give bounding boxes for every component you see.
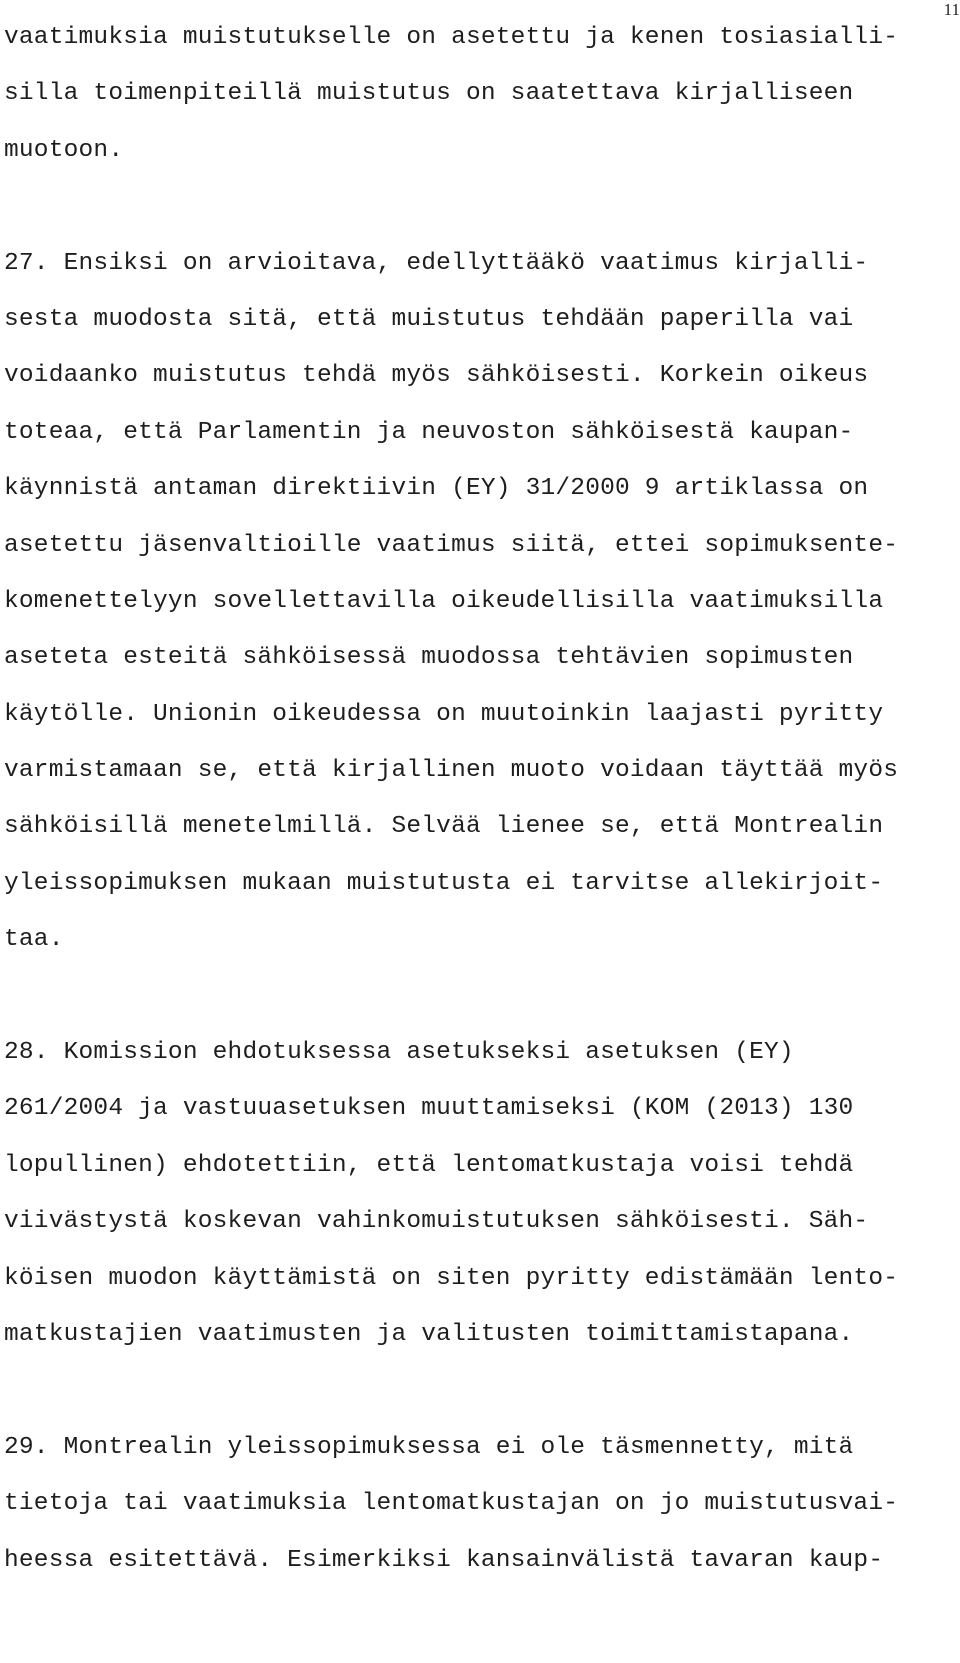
paragraph-28 xyxy=(4,1025,954,1363)
paragraph-spacer xyxy=(4,969,954,1025)
text-line: yleissopimuksen mukaan muistutusta ei tarvitse allekirjoit- xyxy=(4,869,884,897)
text-line: sähköisillä menetelmillä. Selvää lienee se, että Montrealin xyxy=(4,813,884,841)
text-line: lopullinen) ehdotettiin, että lentomatkustaja voisi tehdä xyxy=(4,1151,854,1179)
text-line: käynnistä antaman direktiivin (EY) 31/2000 9 artiklassa on xyxy=(4,475,869,503)
paragraph-29 xyxy=(4,1420,954,1589)
text-line: sesta muodosta sitä, että muistutus tehdään paperilla vai xyxy=(4,305,854,333)
paragraph-27 xyxy=(4,236,954,969)
text-line: 27. Ensiksi on arvioitava, edellyttääkö vaatimus kirjalli- xyxy=(4,249,869,277)
text-line: 261/2004 ja vastuuasetuksen muuttamiseksi (KOM (2013) 130 xyxy=(4,1095,854,1123)
text-line: varmistamaan se, että kirjallinen muoto voidaan täyttää myös xyxy=(4,757,899,785)
text-line: asetettu jäsenvaltioille vaatimus siitä, ettei sopimuksente- xyxy=(4,531,899,559)
paragraph-spacer xyxy=(4,1363,954,1419)
text-line: muotoon. xyxy=(4,136,124,164)
text-line: viivästystä koskevan vahinkomuistutuksen sähköisesti. Säh- xyxy=(4,1208,869,1236)
text-line: silla toimenpiteillä muistutus on saatettava kirjalliseen xyxy=(4,80,854,108)
paragraph-spacer xyxy=(4,179,954,235)
text-line: heessa esitettävä. Esimerkiksi kansainvälistä tavaran kaup- xyxy=(4,1546,884,1574)
text-line: aseteta esteitä sähköisessä muodossa tehtävien sopimusten xyxy=(4,644,854,672)
text-line: vaatimuksia muistutukselle on asetettu ja kenen tosiasialli- xyxy=(4,24,899,51)
text-line: 28. Komission ehdotuksessa asetukseksi asetuksen (EY) xyxy=(4,1039,794,1067)
text-line: köisen muodon käyttämistä on siten pyritty edistämään lento- xyxy=(4,1264,899,1292)
text-line: matkustajien vaatimusten ja valitusten toimittamistapana. xyxy=(4,1320,854,1348)
page-number: 11 xyxy=(943,0,960,19)
text-line: tietoja tai vaatimuksia lentomatkustajan on jo muistutusvai- xyxy=(4,1490,899,1518)
document-body xyxy=(4,10,954,1589)
text-line: 29. Montrealin yleissopimuksessa ei ole täsmennetty, mitä xyxy=(4,1433,854,1461)
paragraph-continuation xyxy=(4,10,954,179)
text-line: voidaanko muistutus tehdä myös sähköisesti. Korkein oikeus xyxy=(4,362,869,390)
text-line: toteaa, että Parlamentin ja neuvoston sähköisestä kaupan- xyxy=(4,418,854,446)
text-line: komenettelyyn sovellettavilla oikeudellisilla vaatimuksilla xyxy=(4,587,884,615)
text-line: taa. xyxy=(4,926,64,954)
text-line: käytölle. Unionin oikeudessa on muutoinkin laajasti pyritty xyxy=(4,700,884,728)
